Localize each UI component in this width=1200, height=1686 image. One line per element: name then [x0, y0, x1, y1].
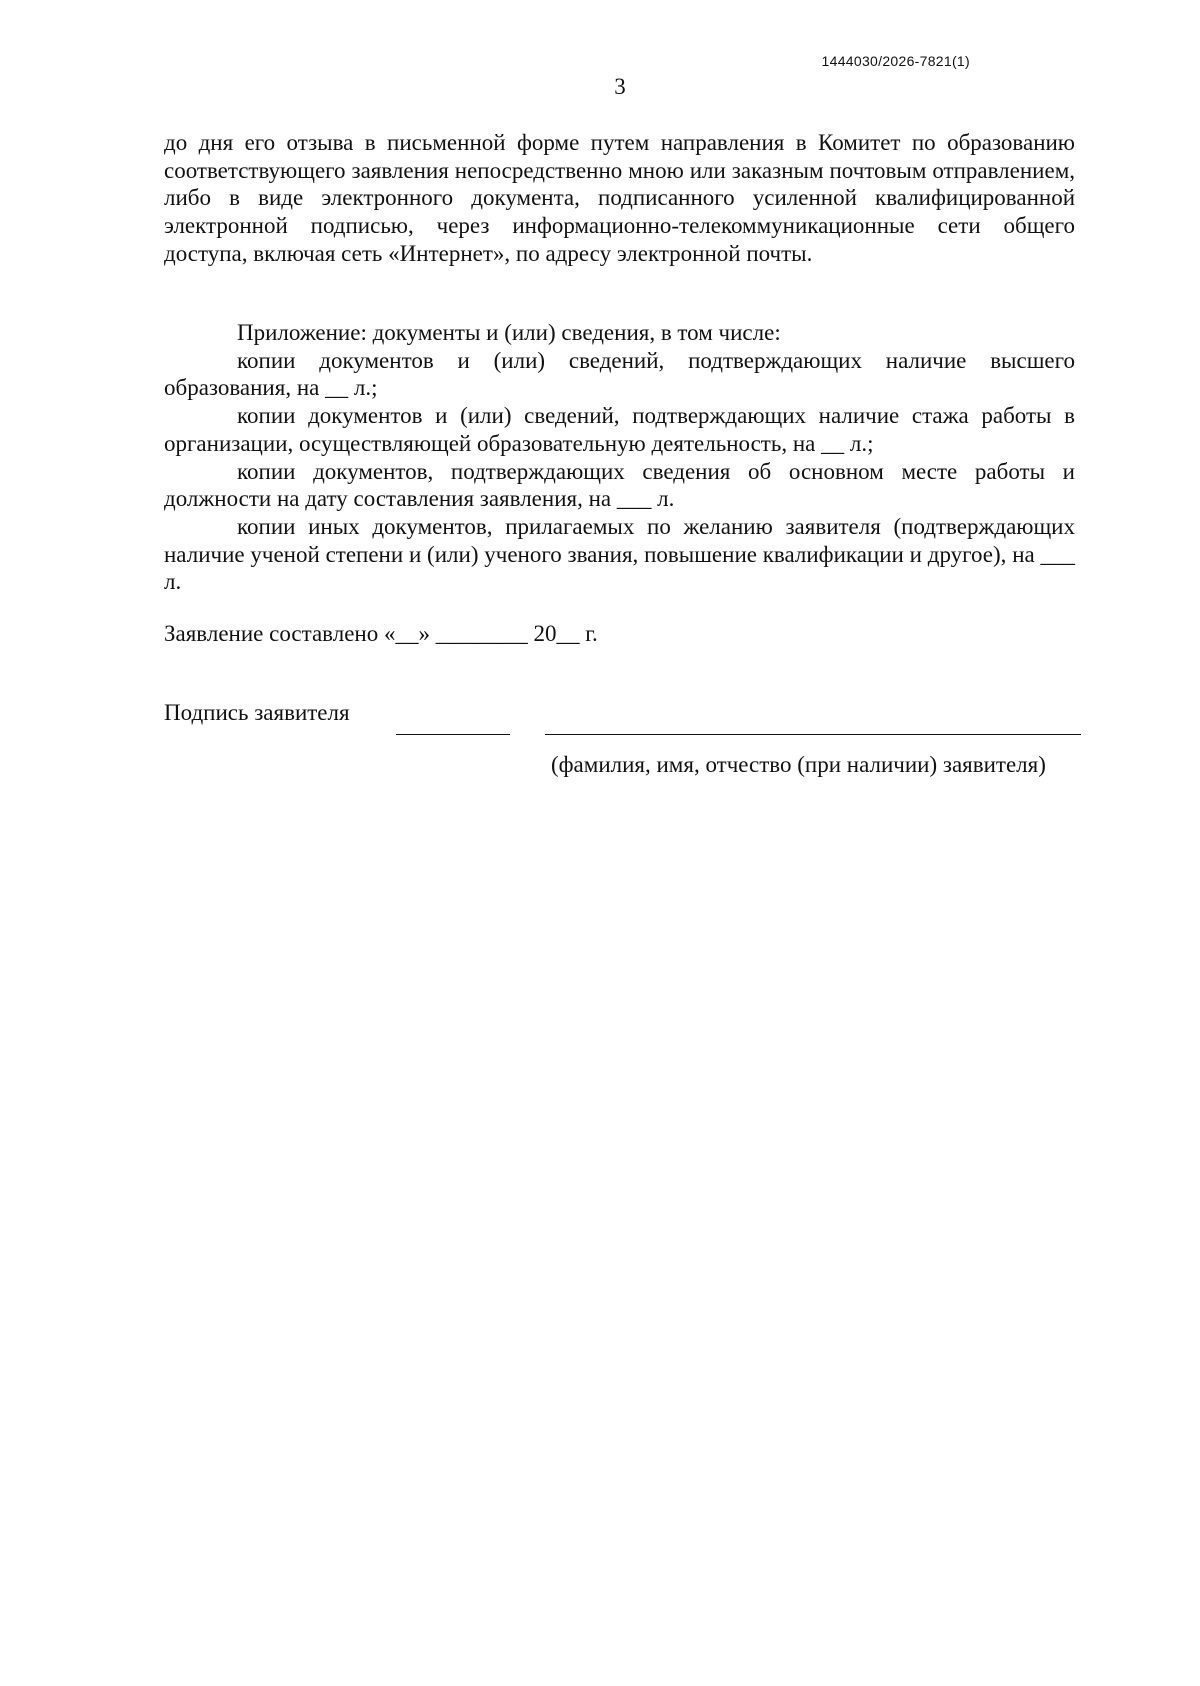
signature-label: Подпись заявителя [164, 700, 350, 725]
consent-paragraph: до дня его отзыва в письменной форме путем направления в Комитет по образованию соответствующего заявления непосредственно мною или заказным почтовым отправлением, либо в виде электронного документа, подписанного усиленной квалифицированной электронной подписью, через информационно-телекоммуникационные сети общего доступа, включая сеть «Интернет», по адресу электронной почты. [164, 130, 1075, 266]
statement-date-line: Заявление составлено «__» ________ 20__ г. [164, 621, 598, 646]
document-id: 1444030/2026-7821(1) [821, 53, 970, 69]
signature-line [396, 734, 510, 735]
appendix-item: копии документов, подтверждающих сведения об основном месте работы и должности на дату составления заявления, на ___ л. [164, 458, 1075, 512]
appendix-item: копии документов и (или) сведений, подтверждающих наличие стажа работы в организации, осуществляющей образовательную деятельность, на __ л.; [164, 403, 1075, 456]
applicant-name-caption: (фамилия, имя, отчество (при наличии) заявителя) [551, 752, 1046, 777]
appendix-item: копии документов и (или) сведений, подтверждающих наличие высшего образования, на __ л.; [164, 347, 1075, 401]
appendix-item: копии иных документов, прилагаемых по желанию заявителя (подтверждающих наличие ученой степени и (или) ученого звания, повышение квалификации и другое), на ___ л. [164, 513, 1075, 595]
page-number: 3 [614, 74, 626, 99]
applicant-name-line [545, 734, 1081, 735]
appendix-section [164, 319, 1075, 596]
appendix-intro: Приложение: документы и (или) сведения, в том числе: [237, 320, 781, 345]
